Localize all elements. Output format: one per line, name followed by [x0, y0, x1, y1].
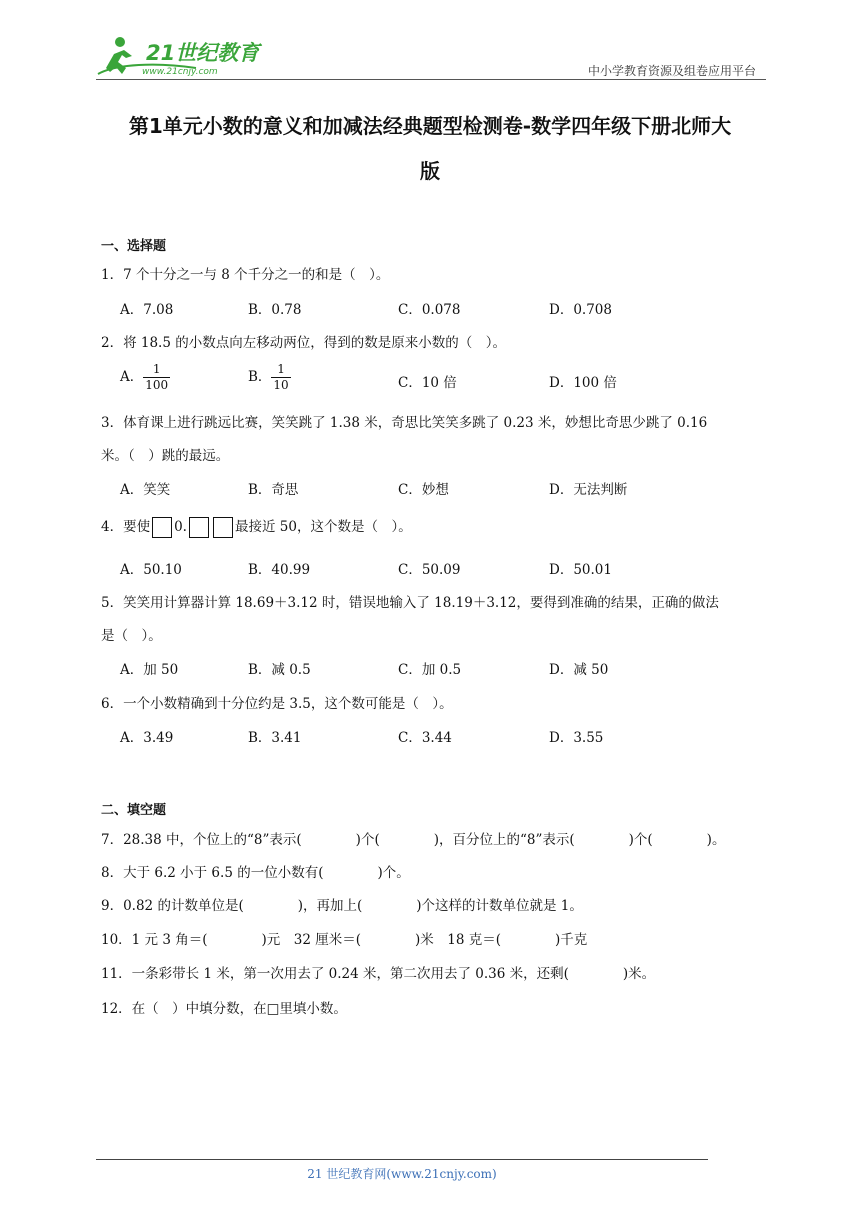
footer-divider [96, 1159, 708, 1160]
q4-option-c: C．50.09 [398, 562, 461, 578]
question-2: 2．将 18.5 的小数点向左移动两位，得到的数是原来小数的（ ）。 [101, 335, 506, 351]
question-8: 8．大于 6.2 小于 6.5 的一位小数有( )个。 [101, 865, 410, 881]
q4-prefix: 4．要使 [101, 519, 151, 535]
document-title-line2: 版 [420, 159, 440, 183]
q2-option-a-prefix: A． [120, 369, 144, 385]
q1-option-b: B．0.78 [248, 302, 302, 318]
fraction-denominator: 10 [273, 378, 289, 392]
question-12: 12．在（ ）中填分数，在□里填小数。 [101, 1001, 347, 1017]
question-11: 11．一条彩带长 1 米，第一次用去了 0.24 米，第二次用去了 0.36 米，还剩( )米。 [101, 966, 656, 982]
question-9: 9．0.82 的计数单位是( )，再加上( )个这样的计数单位就是 1。 [101, 898, 583, 914]
question-10: 10．1 元 3 角＝( )元 32 厘米＝( )米 18 克＝( )千克 [101, 932, 588, 948]
question-6: 6．一个小数精确到十分位约是 3.5，这个数可能是（ ）。 [101, 696, 453, 712]
section-heading-choice: 一、选择题 [101, 239, 167, 254]
fraction-numerator: 1 [143, 362, 170, 378]
q3-option-d: D．无法判断 [549, 482, 628, 498]
question-7: 7．28.38 中，个位上的“8”表示( )个( )，百分位上的“8”表示( )个( )。 [101, 832, 726, 848]
logo-url-text: www.21cnjy.com [142, 67, 218, 77]
fraction-numerator: 1 [271, 362, 290, 378]
header-tagline: 中小学教育资源及组卷应用平台 [587, 64, 756, 78]
q3-option-a: A．笑笑 [120, 482, 171, 498]
q4-option-a: A．50.10 [120, 562, 182, 578]
brand-logo [96, 34, 266, 82]
q6-option-c: C．3.44 [398, 730, 452, 746]
q3-option-c: C．妙想 [398, 482, 449, 498]
fraction-denominator: 100 [145, 378, 169, 392]
question-5-line2: 是（ ）。 [101, 628, 162, 644]
question-4 [101, 515, 412, 538]
q6-option-a: A．3.49 [120, 730, 174, 746]
q4-option-d: D．50.01 [549, 562, 612, 578]
question-1: 1．7 个十分之一与 8 个千分之一的和是（ ）。 [101, 267, 390, 283]
q4-suffix: 最接近 50，这个数是（ ）。 [234, 519, 412, 535]
fraction [271, 362, 290, 393]
q2-option-c: C．10 倍 [398, 375, 457, 391]
blank-box [189, 517, 209, 538]
q6-option-b: B．3.41 [248, 730, 302, 746]
q2-option-b [248, 362, 291, 393]
q1-option-a: A．7.08 [120, 302, 174, 318]
section-heading-fill: 二、填空题 [101, 803, 167, 818]
q1-option-d: D．0.708 [549, 302, 612, 318]
q1-option-c: C．0.078 [398, 302, 461, 318]
question-3-line2: 米。（ ）跳的最远。 [101, 448, 230, 464]
q4-mid: 0. [174, 519, 187, 535]
q5-option-b: B．减 0.5 [248, 662, 311, 678]
footer-link[interactable]: 21 世纪教育网(www.21cnjy.com) [307, 1167, 497, 1181]
logo-text: 21世纪教育 [146, 41, 260, 65]
blank-box [213, 517, 233, 538]
q5-option-a: A．加 50 [120, 662, 179, 678]
header-divider [96, 79, 766, 80]
q4-option-b: B．40.99 [248, 562, 311, 578]
q5-option-c: C．加 0.5 [398, 662, 462, 678]
question-3-line1: 3．体育课上进行跳远比赛，笑笑跳了 1.38 米，奇思比笑笑多跳了 0.23 米，妙想比奇思少跳了 0.16 [101, 415, 708, 431]
q3-option-b: B．奇思 [248, 482, 299, 498]
q5-option-d: D．减 50 [549, 662, 609, 678]
fraction [143, 362, 170, 393]
q2-option-a [120, 362, 170, 393]
q2-option-b-prefix: B． [248, 369, 272, 385]
q2-option-d: D．100 倍 [549, 375, 617, 391]
q6-option-d: D．3.55 [549, 730, 604, 746]
document-title-line1: 第1单元小数的意义和加减法经典题型检测卷-数学四年级下册北师大 [128, 114, 732, 138]
blank-box [152, 517, 172, 538]
question-5-line1: 5．笑笑用计算器计算 18.69＋3.12 时，错误地输入了 18.19＋3.12，要得到准确的结果，正确的做法 [101, 595, 719, 611]
